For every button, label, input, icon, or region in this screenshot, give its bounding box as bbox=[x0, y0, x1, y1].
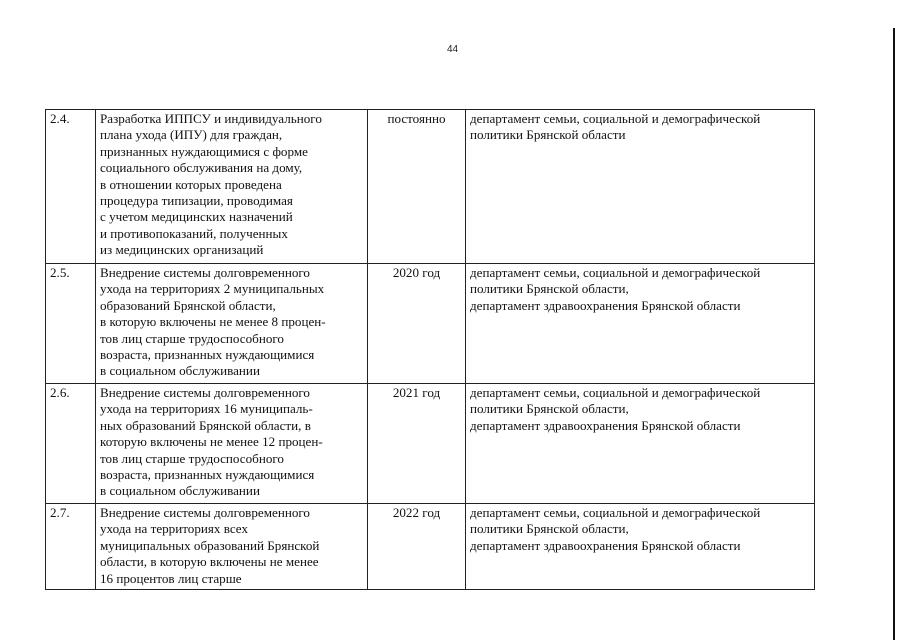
table-row bbox=[46, 504, 815, 590]
row-number: 2.7. bbox=[46, 504, 96, 590]
row-term: 2020 год bbox=[368, 264, 466, 384]
page-number: 44 bbox=[446, 44, 459, 55]
row-responsible: департамент семьи, социальной и демографической политики Брянской области bbox=[466, 110, 815, 264]
row-task: Разработка ИППСУ и индивидуального плана ухода (ИПУ) для граждан, признанных нуждающимися с форме социального обслуживания на дому, в отношении которых проведена процедура типизации, проводимая с учетом медицинских назначений и противопоказаний, полученных из медицинских организаций bbox=[96, 110, 368, 264]
row-task: Внедрение системы долговременного ухода на территориях 2 муниципальных образований Брянской области, в которую включены не менее 8 процен- тов лиц старше трудоспособного возраста, признанных нуждающимися в социальном обслуживании bbox=[96, 264, 368, 384]
row-responsible: департамент семьи, социальной и демографической политики Брянской области, департамент здравоохранения Брянской области bbox=[466, 264, 815, 384]
row-term: 2022 год bbox=[368, 504, 466, 590]
measures-table bbox=[45, 109, 815, 590]
table-row bbox=[46, 384, 815, 504]
table-row bbox=[46, 110, 815, 264]
row-task: Внедрение системы долговременного ухода на территориях всех муниципальных образований Брянской области, в которую включены не менее 16 процентов лиц старше bbox=[96, 504, 368, 590]
scan-edge-line bbox=[893, 28, 895, 640]
row-responsible: департамент семьи, социальной и демографической политики Брянской области, департамент здравоохранения Брянской области bbox=[466, 384, 815, 504]
row-number: 2.4. bbox=[46, 110, 96, 264]
row-term: постоянно bbox=[368, 110, 466, 264]
row-term: 2021 год bbox=[368, 384, 466, 504]
table-row bbox=[46, 264, 815, 384]
row-responsible: департамент семьи, социальной и демографической политики Брянской области, департамент здравоохранения Брянской области bbox=[466, 504, 815, 590]
row-task: Внедрение системы долговременного ухода на территориях 16 муниципаль- ных образований Брянской области, в которую включены не менее 12 процен- тов лиц старше трудоспособного возраста, признанных нуждающимися в социальном обслуживании bbox=[96, 384, 368, 504]
row-number: 2.5. bbox=[46, 264, 96, 384]
row-number: 2.6. bbox=[46, 384, 96, 504]
